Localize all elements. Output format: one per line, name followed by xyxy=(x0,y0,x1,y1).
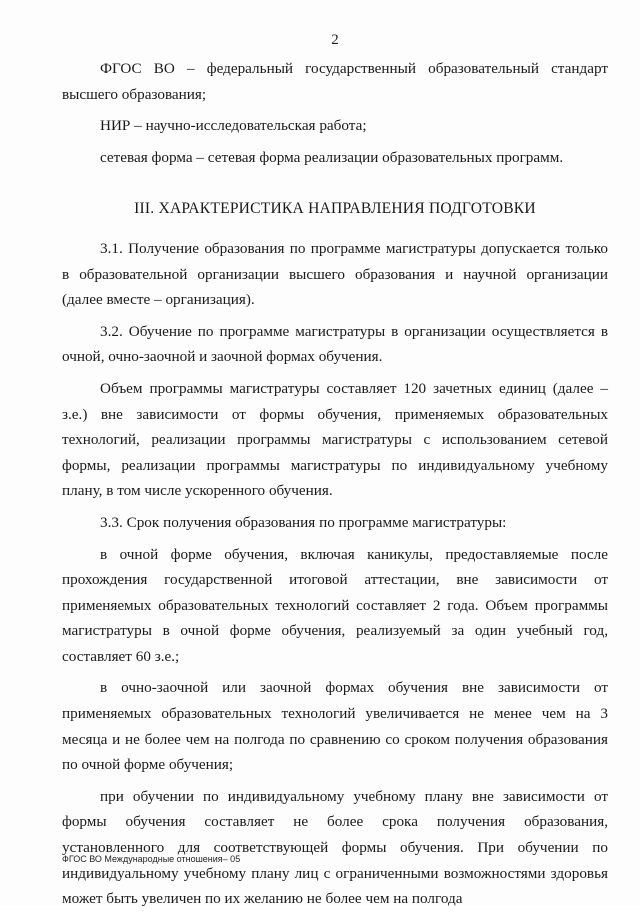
abbreviation-network-form: сетевая форма – сетевая форма реализации образовательных программ. xyxy=(100,148,564,166)
section-heading: III. ХАРАКТЕРИСТИКА НАПРАВЛЕНИЯ ПОДГОТОВКИ xyxy=(134,200,536,218)
paragraph-3-3: 3.3. Срок получения образования по программе магистратуры: xyxy=(100,513,507,531)
paragraph-part-time: в очно-заочной или заочной формах обучения вне зависимости от применяемых образовательных технологий увеличивается не менее чем на 3 месяца и не более чем на полгода по сравнению со сроком получения образования по очной форме обучения; xyxy=(62,679,608,774)
page-number: 2 xyxy=(331,32,339,48)
page-body xyxy=(62,56,608,912)
paragraph-3-1: 3.1. Получение образования по программе магистратуры допускается только в образовательной организации высшего образования и научной организации (далее вместе – организация). xyxy=(62,239,608,309)
abbreviation-nir: НИР – научно-исследовательская работа; xyxy=(100,117,367,135)
paragraph-full-time: в очной форме обучения, включая каникулы, предоставляемые после прохождения государственной итоговой аттестации, вне зависимости от применяемых образовательных технологий составляет 2 года. Объем программы магистратуры в очной форме обучения, реализуемый за один учебный год, составляет 60 з.е.; xyxy=(62,545,608,665)
document-footer: ФГОС ВО Международные отношения– 05 xyxy=(62,854,241,864)
paragraph-3-2: 3.2. Обучение по программе магистратуры в организации осуществляется в очной, очно-заочной и заочной формах обучения. xyxy=(62,322,608,366)
paragraph-individual-plan: при обучении по индивидуальному учебному плану вне зависимости от формы обучения составляет не более срока получения образования, установленного для соответствующей формы обучения. При обучении по индивидуальному учебному плану лиц с ограниченными возможностями здоровья может быть увеличен по их желанию не более чем на полгода xyxy=(62,787,608,908)
abbreviation-fgos: ФГОС ВО – федеральный государственный образовательный стандарт высшего образования; xyxy=(62,60,608,103)
paragraph-volume: Объем программы магистратуры составляет 120 зачетных единиц (далее – з.е.) вне зависимости от формы обучения, применяемых образовательных технологий, реализации программы магистратуры с использованием сетевой формы, реализации программы магистратуры по индивидуальному учебному плану, в том числе ускоренного обучения. xyxy=(62,379,608,500)
